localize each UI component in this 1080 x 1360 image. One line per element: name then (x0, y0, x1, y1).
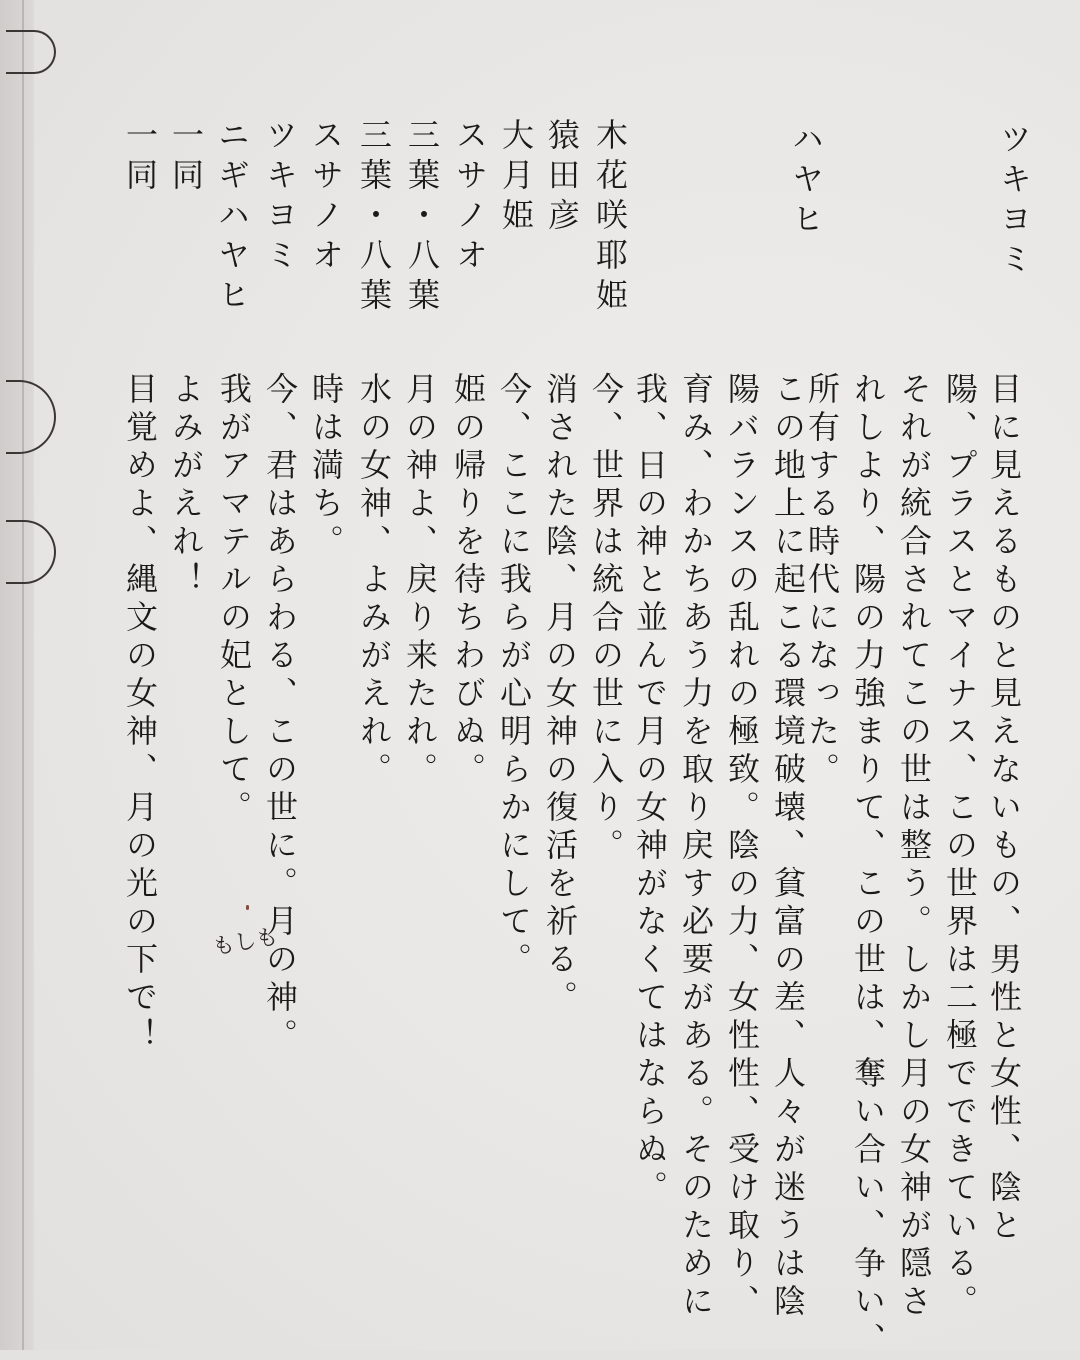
speaker-name: 大月姫 (497, 118, 535, 238)
speaker-name: 三葉・八葉 (355, 118, 393, 318)
dialogue-line: 我がアマテルの妃として。 (215, 372, 253, 828)
dialogue-line: 目に見えるものと見えないもの、男性と女性、陰と (985, 372, 1023, 1246)
speaker-name: スサノオ (451, 118, 489, 278)
binder-ring-icon (6, 520, 56, 584)
dialogue-line: 育み、わかちあう力を取り戻す必要がある。そのために (677, 372, 715, 1322)
binder-ring-icon (6, 30, 56, 74)
speaker-name: スサノオ (307, 118, 345, 278)
dialogue-line: よみがえれ！ (167, 372, 205, 600)
underlying-page-edge (0, 0, 32, 1350)
speaker-name: ニギハヤヒ (213, 118, 251, 318)
speaker-name: 三葉・八葉 (403, 118, 441, 318)
dialogue-line: 姫の帰りを待ちわびぬ。 (449, 372, 487, 790)
dialogue-line: 今、君はあらわる、この世に。月の神。 (261, 372, 299, 1056)
script-page (34, 0, 1080, 1360)
dialogue-line: 今、ここに我らが心明らかにして。 (495, 372, 533, 980)
binder-ring-icon (6, 380, 56, 454)
dialogue-line: 今、世界は統合の世に入り。 (587, 372, 625, 866)
speaker-name: ハヤヒ (787, 122, 825, 242)
dialogue-line: 月の神よ、戻り来たれ。 (401, 372, 439, 790)
dialogue-line: 時は満ち。 (307, 372, 345, 562)
dialogue-line: この地上に起こる環境破壊、貧富の差、人々が迷うは陰 (769, 372, 807, 1322)
handwritten-note: もしも (210, 924, 281, 961)
page-edge-line (22, 0, 24, 1350)
speaker-name: ツキヨミ (261, 118, 299, 278)
dialogue-line: それが統合されてこの世は整う。しかし月の女神が隠さ (895, 372, 933, 1322)
dialogue-line: 陽、プラスとマイナス、この世界は二極でできている。 (941, 372, 979, 1322)
speaker-name: 猿田彦 (543, 118, 581, 238)
speaker-name: 木花咲耶姫 (591, 118, 629, 318)
dialogue-line: 目覚めよ、縄文の女神、月の光の下で！ (121, 372, 159, 1056)
dialogue-line: 水の女神、よみがえれ。 (355, 372, 393, 790)
speaker-name: 一同 (167, 118, 205, 198)
speaker-name: ツキヨミ (995, 122, 1033, 282)
dialogue-line: 消された陰、月の女神の復活を祈る。 (541, 372, 579, 1018)
ink-fleck (246, 905, 249, 910)
dialogue-line: れしより、陽の力強まりて、この世は、奪い合い、争い、 (849, 372, 887, 1360)
dialogue-line: 我、日の神と並んで月の女神がなくてはならぬ。 (631, 372, 669, 1208)
dialogue-line: 所有する時代になった。 (803, 372, 841, 790)
dialogue-line: 陽バランスの乱れの極致。陰の力、女性性、受け取り、 (723, 372, 761, 1322)
speaker-name: 一同 (121, 118, 159, 198)
